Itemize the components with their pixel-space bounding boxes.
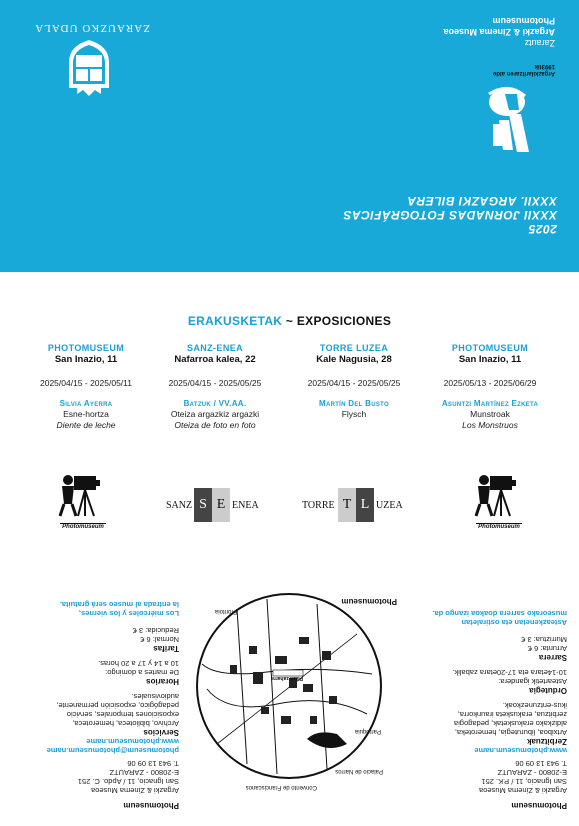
work-title-eu: Oteiza argazkiz argazki <box>170 409 260 419</box>
info-address-line: San Ignacio, 11 / P.K. 251 <box>481 777 567 786</box>
logo-caption-line: Argazkilaritzaren alde <box>492 70 555 76</box>
work-title-eu: Flysch <box>341 409 367 419</box>
map-label-parroquia: Parroquia <box>354 728 381 734</box>
info-line: Murriztua: 3 € <box>521 635 567 644</box>
info-title: Photomuseum <box>123 801 179 810</box>
info-address-line: Argazki & Zinema Museoa <box>91 786 179 795</box>
work-title-es: Oteiza de foto en foto <box>174 420 256 430</box>
exhibition-dates: 2025/05/13 - 2025/06/29 <box>443 378 537 388</box>
info-line: aldizkako erakusketak, pedagogia <box>454 719 567 728</box>
info-note: Asteazkenetan eta ostiraletan <box>461 618 567 627</box>
heading-es: EXPOSICIONES <box>296 314 392 328</box>
info-panel-rotated <box>0 556 579 818</box>
cover-panel <box>0 0 579 272</box>
photomuseum-logo <box>52 470 118 530</box>
heading-eu: ERAKUSKETAK <box>187 314 283 328</box>
jornadas-year: 2025 <box>528 222 557 236</box>
info-line: 10 a 14 y 17 a 20 horas. <box>98 659 179 668</box>
info-section-title: Ordutegia <box>529 686 567 695</box>
jornadas-es: XXXII JORNADAS FOTOGRÁFICAS <box>343 208 557 222</box>
map-label-convento: Convento de Franciscanos <box>245 784 317 790</box>
info-note: Los miércoles y los viernes, <box>78 609 179 618</box>
torre-logo-letter: T <box>338 488 356 522</box>
venue-name: PHOTOMUSEUM <box>451 343 529 353</box>
artist-name: Martín Del Busto <box>318 399 390 408</box>
exhibition-card <box>150 343 280 431</box>
info-line: exposiciones temporales, servicio <box>66 710 179 719</box>
info-section-title: Servicios <box>143 728 179 737</box>
info-line: zerbitzua, erakusketa iraunkorra, <box>457 710 567 719</box>
photomuseum-logo-text: Photomuseum <box>60 523 106 530</box>
work-title-es: Diente de leche <box>56 420 116 430</box>
street-map-icon <box>191 588 387 784</box>
exhibition-card <box>21 343 151 431</box>
info-note: museorako sarrera doakoa izango da. <box>432 609 567 618</box>
artist-name: Asuntzi Martínez Ezketa <box>441 399 539 408</box>
zarautz-seal-icon <box>63 38 115 96</box>
info-web-link[interactable]: www.photomuseum.name <box>474 746 567 755</box>
exhibition-dates: 2025/04/15 - 2025/05/25 <box>307 378 401 388</box>
info-address-line: Argazki & Zinema Museoa <box>479 786 567 795</box>
work-title-es: Los Monstruos <box>462 420 518 430</box>
photomuseum-logo-text: Photomuseum <box>476 523 522 530</box>
info-line: Reducida: 3 € <box>132 626 179 635</box>
photomuseum-logo <box>468 470 534 530</box>
photomuseum-logo-icon <box>477 82 539 154</box>
info-line: Normal: 6 € <box>140 635 179 644</box>
venue-name: TORRE LUZEA <box>319 343 389 353</box>
torre-logo-pre: TORRE <box>302 500 335 511</box>
info-address-line: San Ignacio, 11 / Apdo. C. 251 <box>77 777 179 786</box>
info-es <box>14 600 179 810</box>
exhibitions-heading <box>0 314 579 328</box>
map-label-title: Photomuseum <box>341 597 397 606</box>
torre-logo-letter: L <box>356 488 374 522</box>
cover-rotated <box>0 0 579 272</box>
torre-luzea-logo <box>302 488 406 522</box>
venue-address: Kale Nagusia, 28 <box>316 354 392 365</box>
info-title: Photomuseum <box>511 801 567 810</box>
venue-address: San Inazio, 11 <box>458 354 522 365</box>
sanz-logo-pre: SANZ <box>166 500 193 511</box>
exhibition-dates: 2025/04/15 - 2025/05/11 <box>39 378 132 388</box>
info-line: Artxiboa, liburutegia, hemeroteka, <box>454 728 567 737</box>
heading-sep: ~ <box>282 314 297 328</box>
jornadas-title <box>329 194 557 236</box>
info-address-line: E-20800 - ZARAUTZ <box>497 768 567 777</box>
brand-title: ZARAUZKO UDALA <box>34 22 150 34</box>
work-title-eu: Munstroak <box>470 409 510 419</box>
map-label-palacio: Palacio de Narros <box>335 768 383 774</box>
museum-subtitle: Argazki & Zinema Museoa <box>443 27 555 37</box>
info-address-line: T. 943 13 09 06 <box>127 759 179 768</box>
info-address-line: T. 943 13 09 06 <box>515 759 567 768</box>
info-line: Arrunta: 6 € <box>527 644 567 653</box>
museum-name: Photomuseum <box>492 16 555 26</box>
work-title-eu: Esne-hortza <box>63 409 109 419</box>
logo-caption <box>415 62 555 76</box>
venue-address: Nafarroa kalea, 22 <box>174 354 256 365</box>
info-line: ikus-entzunezkoak. <box>502 701 567 710</box>
photographer-camera-icon <box>468 470 534 518</box>
museum-name-block <box>420 15 555 48</box>
photographer-camera-icon <box>52 470 118 518</box>
artist-name: Silvia Ayerra <box>59 399 113 408</box>
info-line: De martes a domingo: <box>105 668 179 677</box>
sanz-enea-logo <box>166 488 270 522</box>
info-web-link[interactable]: www.photomuseum.name <box>86 737 179 746</box>
exhibition-card <box>289 343 419 420</box>
info-section-title: Tarifas <box>153 644 179 653</box>
info-section-title: Sarrera <box>538 653 567 662</box>
info-line: audiovisuales. <box>131 692 179 701</box>
info-line: 10-14etara eta 17-20etara zabalik. <box>452 668 567 677</box>
artist-name: Batzuk / VV.AA. <box>183 399 247 408</box>
sanz-logo-letter: S <box>194 488 212 522</box>
logo-caption-line: 1993tik <box>534 63 555 69</box>
exhibition-dates: 2025/04/15 - 2025/05/25 <box>168 378 262 388</box>
info-section-title: Horarios <box>146 677 179 686</box>
museum-city: Zarautz <box>524 38 555 48</box>
info-note: la entrada al museo será gratuita. <box>59 600 179 609</box>
torre-logo-post: UZEA <box>376 500 403 511</box>
info-eu <box>402 609 567 810</box>
map-label-frontoia: Frontoia <box>214 608 237 614</box>
info-email-link[interactable]: photomuseum@photomuseum.name <box>46 746 179 755</box>
venue-name: SANZ-ENEA <box>186 343 244 353</box>
exhibition-card <box>425 343 555 431</box>
info-line: Asteartetik igandera: <box>498 677 567 686</box>
sanz-logo-post: ENEA <box>232 500 259 511</box>
location-map <box>191 588 397 790</box>
jornadas-eu: XXXII. ARGAZKI BILERA <box>406 194 557 208</box>
venue-name: PHOTOMUSEUM <box>47 343 125 353</box>
info-line: Archivo, biblioteca, hemeroteca, <box>72 719 179 728</box>
info-section-title: Zerbitzuak <box>526 737 567 746</box>
info-line: pedagógico, exposición permanente, <box>56 701 179 710</box>
map-label-plaza: Plaza zaharra <box>271 675 303 681</box>
sanz-logo-letter: E <box>212 488 230 522</box>
info-address-line: E-20800 - ZARAUTZ <box>109 768 179 777</box>
venue-address: San Inazio, 11 <box>54 354 118 365</box>
